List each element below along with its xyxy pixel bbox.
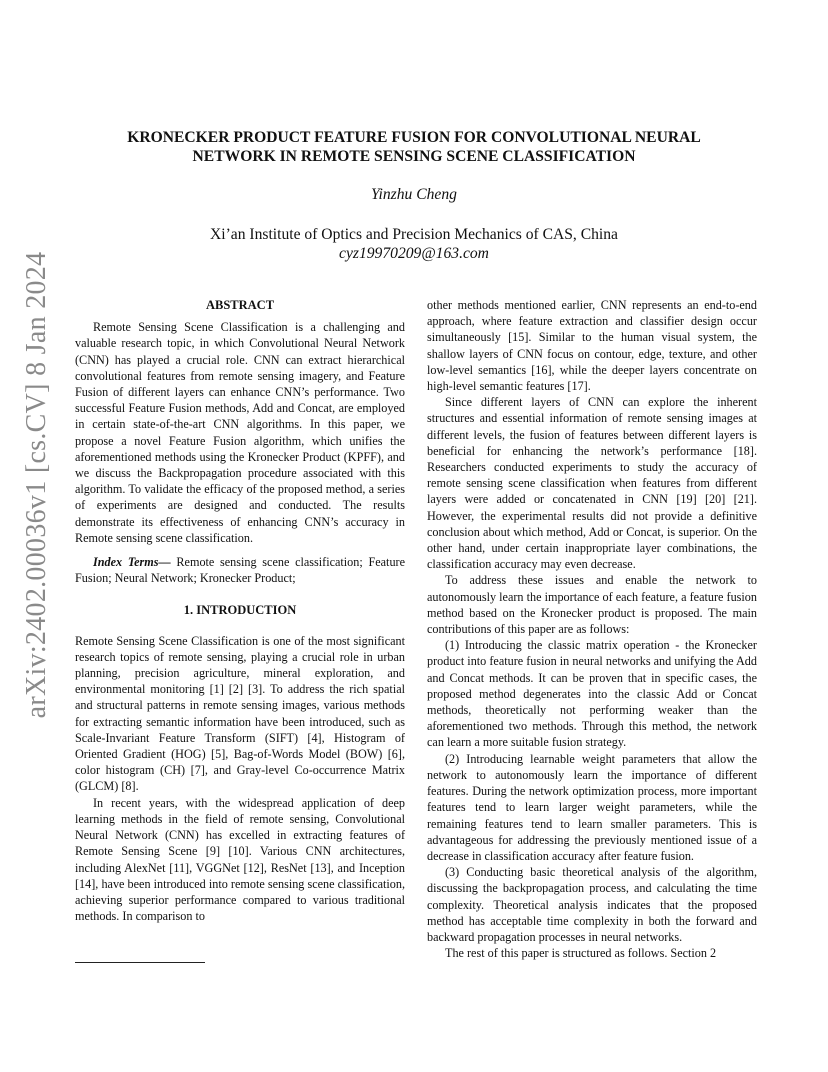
affiliation: Xi’an Institute of Optics and Precision Mechanics of CAS, China [210, 226, 618, 243]
footnote-rule [75, 962, 205, 963]
introduction-heading: 1. INTRODUCTION [183, 603, 297, 618]
affiliation-block [0, 225, 828, 263]
right-column [427, 297, 757, 961]
paper-title: KRONECKER PRODUCT FEATURE FUSION FOR CONVOLUTIONAL NEURAL NETWORK IN REMOTE SENSING SCENE CLASSIFICATION [127, 129, 701, 165]
contribution-2: (2) Introducing learnable weight parameters that allow the network to autonomously learn the importance of different features. During the network optimization process, more important features tend to learn larger weight parameters, while the remaining features tend to learn smaller parameters. This is advantageous for addressing the previously mentioned issue of a decrease in classification accuracy after feature fusion. [427, 751, 757, 863]
index-terms [75, 554, 405, 586]
intro-paragraph-5: To address these issues and enable the network to autonomously learn the importance of each feature, a feature fusion method based on the Kronecker product is proposed. The main contributions of this paper are as follows: [427, 573, 757, 637]
intro-paragraph-2: In recent years, with the widespread application of deep learning methods in the field of remote sensing, Convolutional Neural Network (CNN) has excelled in extracting features of Remote Sensing Scene [9] [10]. Various CNN architectures, including AlexNet [11], VGGNet [12], ResNet [13], and Inception [14], have been introduced into remote sensing scene classification, achieving superior performance compared to various traditional methods. In comparison to [75, 795, 405, 924]
contribution-3: (3) Conducting basic theoretical analysis of the algorithm, discussing the backpropagation process, and calculating the time complexity. Theoretical analysis indicates that the proposed method has acceptable time complexity in both the forward and backward propagation processes in neural networks. [427, 865, 757, 944]
intro-paragraph-4: Since different layers of CNN can explore the inherent structures and essential information of remote sensing images at different levels, the fusion of features between different layers is beneficial for enhancing the network’s performance [18]. Researchers conducted experiments to study the accuracy of remote sensing scene classification when features from different layers were added or concatenated in CNN [19] [20] [21]. However, the experimental results did not provide a definitive conclusion about which method, Add or Concat, is superior. On the other hand, under certain inappropriate layer combinations, the classification accuracy may even decrease. [427, 395, 757, 572]
arxiv-sidebar-stamp [8, 195, 66, 775]
author-name: Yinzhu Cheng [371, 186, 457, 203]
author-email[interactable]: cyz19970209@163.com [339, 245, 489, 262]
intro-paragraph-1: Remote Sensing Scene Classification is one of the most significant research topics of remote sensing, playing a crucial role in urban planning, precision agriculture, mineral exploration, and environmental monitoring [1] [2] [3]. To address the rich spatial and structural patterns in remote sensing images, various methods for extracting semantic information have been introduced, such as Scale-Invariant Feature Transform (SIFT) [4], Histogram of Oriented Gradient (HOG) [5], Bag-of-Words Model (BOW) [6], color histogram (CH) [7], and Gray-level Co-occurrence Matrix (GLCM) [8]. [75, 633, 405, 794]
arxiv-identifier: arXiv:2402.00036v1 [cs.CV] 8 Jan 2024 [21, 251, 52, 719]
intro-paragraph-3: other methods mentioned earlier, CNN represents an end-to-end approach, where feature extraction and classifier design occur simultaneously [15]. Similar to the human visual system, the shallow layers of CNN focus on contour, edge, texture, and other low-level semantics [16], while the deeper layers concentrate on high-level semantic features [17]. [427, 298, 757, 394]
paper-structure-paragraph: The rest of this paper is structured as follows. Section 2 [445, 946, 717, 961]
abstract-text: Remote Sensing Scene Classification is a challenging and valuable research topic, in which Convolutional Neural Network (CNN) has played a crucial role. CNN can extract hierarchical convolutional features from remote sensing imagery, and Feature Fusion of different layers can enhance CNN’s performance. Two successful Feature Fusion methods, Add and Concat, are employed in certain state-of-the-art CNN algorithms. In this paper, we propose a novel Feature Fusion algorithm, which unifies the aforementioned methods using the Kronecker Product (KPFF), and we discuss the Backpropagation procedure associated with this algorithm. To validate the efficacy of the proposed method, a series of experiments are designed and conducted. The results demonstrate its effectiveness of enhancing CNN’s accuracy in Remote sensing scene classification. [75, 320, 405, 545]
index-terms-label: Index Terms— [93, 555, 171, 570]
abstract-heading: ABSTRACT [205, 298, 275, 312]
contribution-1: (1) Introducing the classic matrix operation - the Kronecker product into feature fusion in neural networks and unifying the Add and Concat methods. It can be proven that in specific cases, the proposed method degenerates into the classic Add or Concat methods, theoretically not performing weaker than the aforementioned two methods. Through this method, the network can learn a more suitable fusion strategy. [427, 638, 757, 750]
index-terms-text: Remote sensing scene classification; Feature Fusion; Neural Network; Kronecker Product; [75, 555, 405, 586]
left-column [75, 297, 405, 924]
